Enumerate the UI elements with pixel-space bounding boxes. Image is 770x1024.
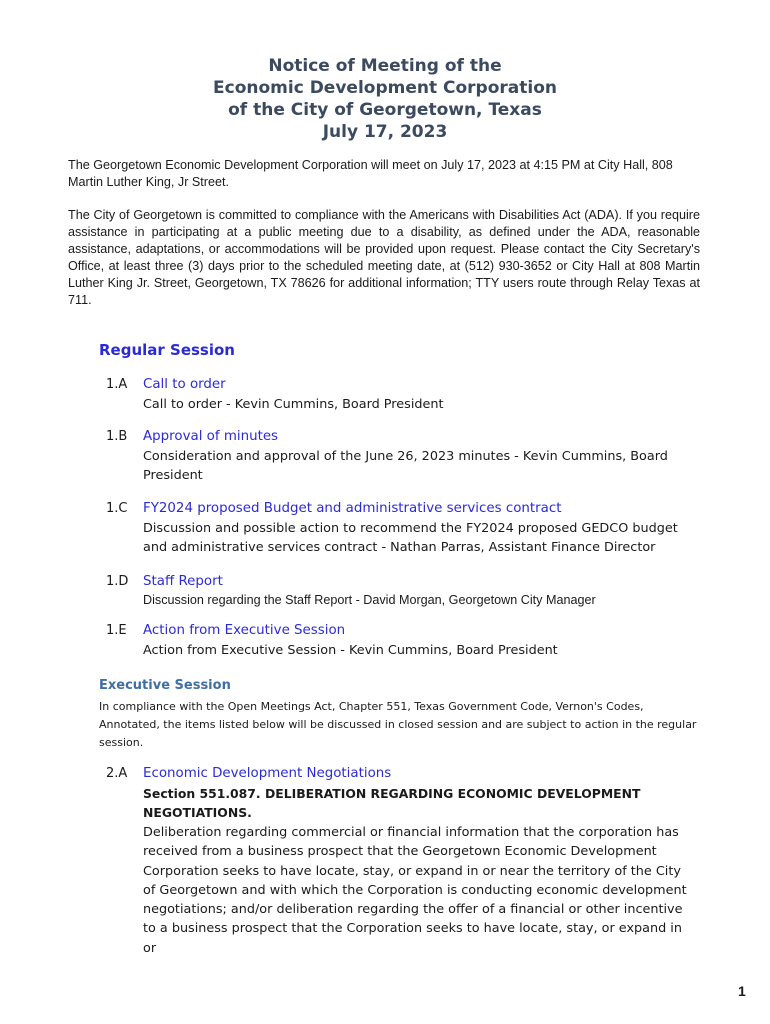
item-number: 2.A — [106, 766, 128, 781]
item-description: Consideration and approval of the June 26, 2023 minutes - Kevin Cummins, Board President — [143, 449, 668, 483]
item-description: Deliberation regarding commercial or financial information that the corporation has received from a business prospect that the Georgetown Economic Development Corporation seeks to have locate, stay, or expand in or near the territory of the City of Georgetown and with which the Corporation is conducting economic development negotiations; and/or deliberation regarding the offer of a financial or other incentive to a business prospect that the Corporation seeks to have locate, stay, or expand in or — [143, 825, 687, 956]
title-line-2: Economic Development Corporation — [213, 78, 557, 98]
executive-session-intro: In compliance with the Open Meetings Act, Chapter 551, Texas Government Code, Vernon's Codes, Annotated, the items listed below will be discussed in closed session and are subject to action in the regular session. — [99, 700, 697, 749]
item-title: Staff Report — [143, 574, 223, 589]
item-number: 1.B — [106, 429, 128, 444]
page-number: 1 — [738, 983, 746, 999]
item-title: Call to order — [143, 377, 226, 392]
ada-paragraph: The City of Georgetown is committed to compliance with the Americans with Disabilities Act (ADA). If you require assistance in participating at a public meeting due to a disability, as defined under the ADA, reasonable assistance, adaptations, or accommodations will be provided upon request. Please contact the City Secretary's Office, at least three (3) days prior to the scheduled meeting date, at (512) 930-3652 or City Hall at 808 Martin Luther King Jr. Street, Georgetown, TX 78626 for additional information; TTY users route through Relay Texas at 711. — [68, 208, 700, 307]
item-description: Discussion and possible action to recommend the FY2024 proposed GEDCO budget and administrative services contract - Nathan Parras, Assistant Finance Director — [143, 521, 678, 555]
item-title: Economic Development Negotiations — [143, 766, 392, 781]
item-number: 1.E — [106, 623, 127, 638]
item-description: Action from Executive Session - Kevin Cummins, Board President — [143, 643, 558, 658]
regular-session-heading: Regular Session — [99, 341, 235, 359]
title-line-4: July 17, 2023 — [322, 122, 448, 142]
title-line-1: Notice of Meeting of the — [268, 56, 502, 76]
item-description: Call to order - Kevin Cummins, Board President — [143, 397, 444, 412]
item-description: Discussion regarding the Staff Report - David Morgan, Georgetown City Manager — [143, 593, 596, 607]
item-number: 1.C — [106, 501, 128, 516]
title-line-3: of the City of Georgetown, Texas — [228, 100, 542, 120]
item-number: 1.A — [106, 377, 128, 392]
item-number: 1.D — [106, 574, 129, 589]
executive-session-heading: Executive Session — [99, 678, 231, 693]
meeting-info-paragraph: The Georgetown Economic Development Corporation will meet on July 17, 2023 at 4:15 PM at City Hall, 808 Martin Luther King, Jr Street. — [68, 158, 673, 189]
page-title — [0, 55, 770, 143]
item-title: FY2024 proposed Budget and administrative services contract — [143, 501, 562, 516]
statute-section: Section 551.087. DELIBERATION REGARDING ECONOMIC DEVELOPMENT NEGOTIATIONS. — [143, 786, 641, 820]
item-title: Action from Executive Session — [143, 623, 346, 638]
item-title: Approval of minutes — [143, 429, 279, 444]
